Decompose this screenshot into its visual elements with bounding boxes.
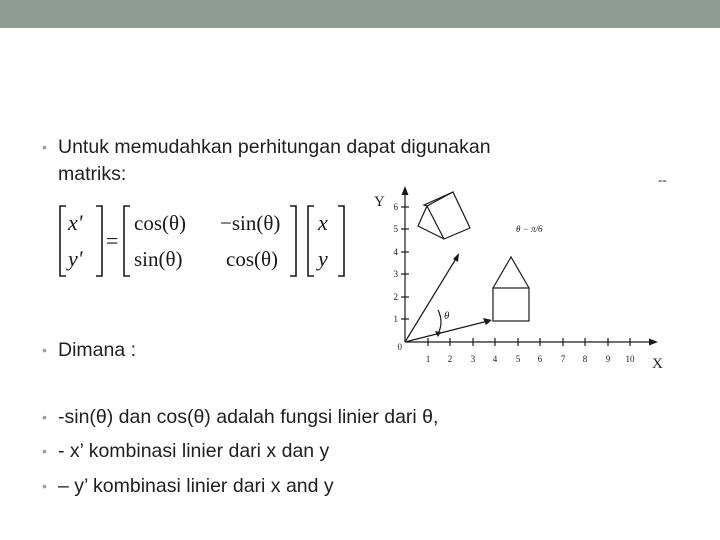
- theta-label: θ: [444, 310, 450, 322]
- y-tick-label: 2: [393, 292, 398, 302]
- y-tick-label: 6: [393, 202, 398, 212]
- rotated-house-roof-edge: [418, 206, 444, 239]
- bullet-y-prime: [42, 473, 334, 499]
- rotation-matrix-equation: [58, 200, 348, 282]
- x-tick-label: 3: [470, 354, 476, 364]
- x-tick-label: 10: [625, 354, 635, 364]
- matrix-lhs-x: x': [68, 210, 83, 235]
- bullet-marker: •: [42, 443, 47, 459]
- bullet-x-prime-text: - x’ kombinasi linier dari x dan y: [58, 440, 330, 462]
- rotated-vector-arrowhead: [453, 253, 459, 262]
- x-tick-label: 1: [425, 354, 431, 364]
- bullet-intro-text: Untuk memudahkan perhitungan dapat digunakan: [58, 136, 491, 158]
- original-vector: [405, 321, 488, 342]
- bullet-marker: •: [42, 342, 47, 358]
- bullet-marker: •: [42, 139, 47, 155]
- matrix-rhs-y: y: [318, 246, 328, 271]
- bullet-dimana: [42, 337, 137, 363]
- x-axis-arrowhead: [649, 339, 658, 346]
- y-tick-label: 5: [393, 224, 398, 234]
- original-house-body: [493, 288, 529, 321]
- x-tick-label: 5: [515, 354, 521, 364]
- bullet-dimana-text: Dimana :: [58, 339, 137, 361]
- matrix-rhs-x: x: [318, 210, 328, 235]
- x-tick-label: 2: [447, 354, 453, 364]
- original-house-roof: [493, 257, 529, 288]
- rotated-vector: [405, 257, 457, 342]
- matrix-lhs-y: y': [68, 246, 83, 271]
- x-tick-label: 7: [560, 354, 566, 364]
- angle-arc: [438, 310, 441, 334]
- y-tick-label: 3: [393, 269, 398, 279]
- x-tick-label: 0: [397, 342, 402, 352]
- bullet-intro: [42, 134, 491, 160]
- y-axis-label: Y: [374, 194, 385, 210]
- bullet-linear-functions: [42, 404, 439, 430]
- x-tick-label: 4: [492, 354, 498, 364]
- rotated-house-body: [427, 192, 470, 239]
- y-tick-label: 4: [393, 247, 398, 257]
- bullet-y-prime-text: – y’ kombinasi linier dari x and y: [58, 475, 334, 497]
- dash-mark: --: [658, 172, 667, 187]
- x-axis-label: X: [652, 356, 663, 372]
- bullet-linear-functions-text: -sin(θ) dan cos(θ) adalah fungsi linier dari θ,: [58, 406, 439, 428]
- y-axis-arrowhead: [402, 186, 409, 195]
- x-tick-label: 9: [605, 354, 611, 364]
- y-tick-label: 1: [393, 314, 398, 324]
- rotated-house-roof: [424, 192, 453, 206]
- bullet-marker: •: [42, 409, 47, 425]
- bullet-x-prime: [42, 438, 330, 464]
- rotation-figure: [360, 172, 680, 374]
- matrix-equals: =: [106, 228, 119, 253]
- matrix-cell-1-2: −sin(θ): [220, 211, 281, 235]
- bullet-intro-continuation-text: matriks:: [58, 163, 127, 185]
- x-tick-label: 8: [582, 354, 588, 364]
- matrix-cell-2-2: cos(θ): [226, 247, 279, 271]
- rotated-angle-annotation: θ − π/6: [516, 224, 543, 234]
- bullet-intro-continuation: [58, 161, 126, 187]
- x-tick-label: 6: [537, 354, 543, 364]
- top-bar: [0, 0, 720, 28]
- bullet-marker: •: [42, 478, 47, 494]
- matrix-cell-2-1: sin(θ): [134, 247, 183, 271]
- matrix-cell-1-1: cos(θ): [134, 211, 187, 235]
